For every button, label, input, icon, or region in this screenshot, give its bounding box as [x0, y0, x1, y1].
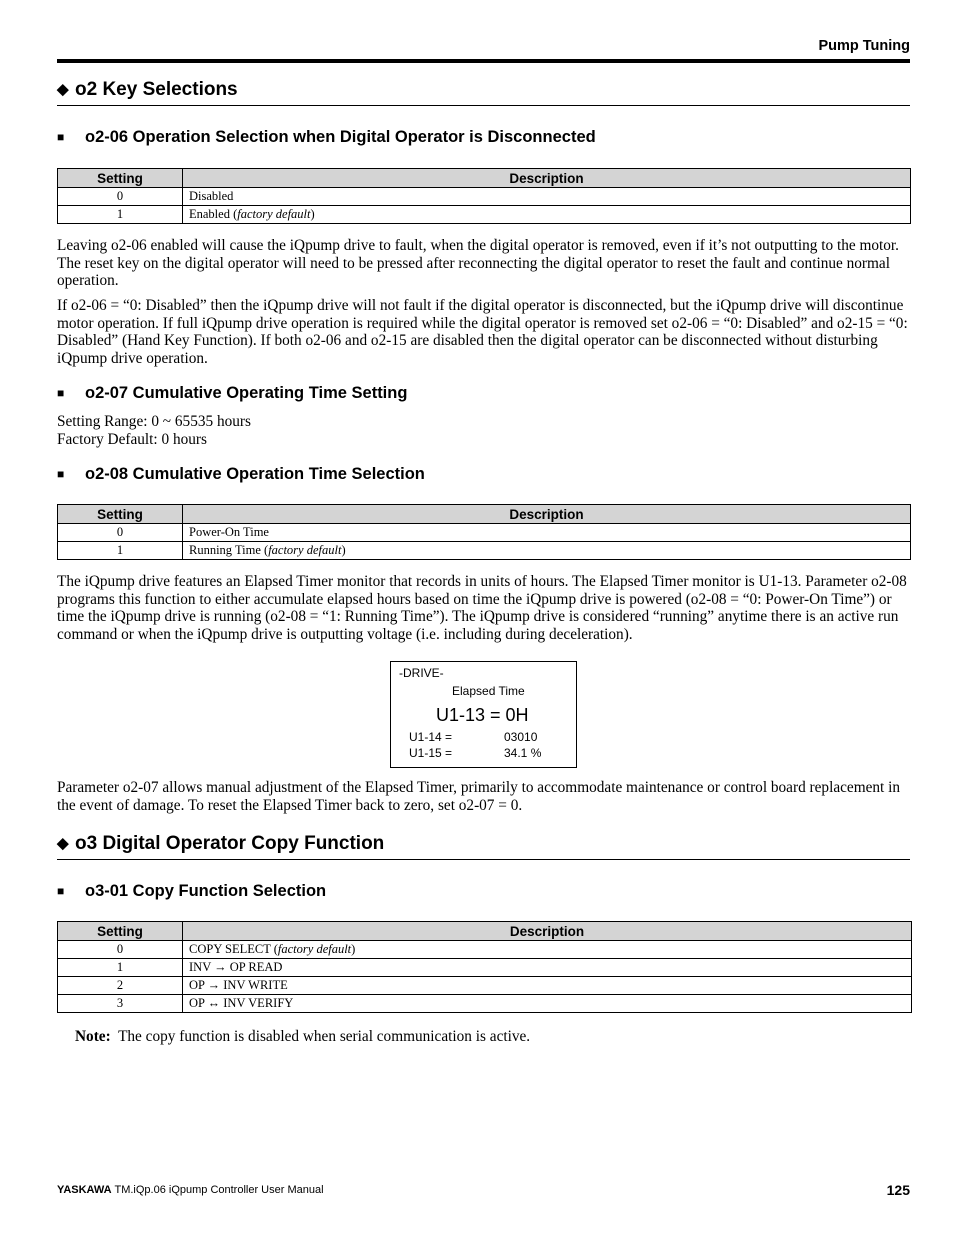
table-row — [58, 977, 912, 995]
header-rule — [57, 59, 910, 63]
section-heading-o2 — [57, 79, 238, 101]
setting-value: 1 — [58, 206, 183, 224]
square-bullet-icon: ■ — [57, 386, 65, 400]
table-row — [58, 524, 911, 542]
section-rule-o3 — [57, 859, 910, 860]
table-row — [58, 959, 912, 977]
table-row — [58, 941, 912, 959]
paragraph-o2-06-2: If o2-06 = “0: Disabled” then the iQpump drive will not fault if the digital operator is disconnected, but the iQpump drive will discontinue motor operation. If full iQpump drive operation is required while the digital operator is removed set o2-06 = “0: Disabled” and o2-15 = “0: Disabled” (Hand Key Function). If both o2-06 and o2-15 are disabled then the digital operator can be disconnected without disturbing iQpump drive operation. — [57, 297, 908, 367]
note-text: The copy function is disabled when serial communication is active. — [118, 1028, 531, 1045]
setting-value: 0 — [58, 188, 183, 206]
column-header-setting: Setting — [58, 505, 183, 524]
section-title-o3: o3 Digital Operator Copy Function — [75, 833, 385, 854]
table-header-row — [58, 505, 911, 524]
settings-table-o2-06 — [57, 168, 911, 224]
section-heading-o3 — [57, 833, 384, 855]
table-row — [58, 206, 911, 224]
subheading-o2-08 — [57, 465, 425, 484]
running-head: Pump Tuning — [818, 38, 910, 54]
diamond-bullet-icon: ◆ — [57, 835, 69, 852]
footer-manual — [57, 1184, 324, 1196]
paragraph-o2-08-1: The iQpump drive features an Elapsed Timer monitor that records in units of hours. The Elapsed Timer monitor is U1-13. Parameter o2-08 programs this function to either accumulate elapsed hours based on time the iQpump drive is powered (o2-08 = “0: Power-On Time”) or time the iQpump drive is running (o2-08 = “1: Running Time”). The iQpump drive is considered “running” anytime there is an active run command or when the iQpump drive is outputting voltage (i.e. including during deceleration). — [57, 573, 907, 643]
setting-value: 1 — [58, 959, 183, 977]
setting-value: 0 — [58, 941, 183, 959]
setting-description: Running Time (factory default) — [183, 542, 911, 560]
display-line2-value: 34.1 % — [504, 746, 542, 760]
note — [75, 1028, 895, 1046]
setting-description: OP ↔ INV VERIFY — [183, 995, 912, 1013]
section-title-o2: o2 Key Selections — [75, 79, 238, 100]
display-line2-name: U1-15 = — [409, 746, 453, 760]
setting-description: COPY SELECT (factory default) — [183, 941, 912, 959]
column-header-description: Description — [183, 505, 911, 524]
subheading-title-o2-07: o2-07 Cumulative Operating Time Setting — [85, 384, 408, 402]
subheading-title-o3-01: o3-01 Copy Function Selection — [85, 882, 327, 900]
display-line1-value: 03010 — [504, 730, 538, 744]
setting-description: Enabled (factory default) — [183, 206, 911, 224]
column-header-description: Description — [183, 169, 911, 188]
diamond-bullet-icon: ◆ — [57, 81, 69, 98]
subheading-o3-01 — [57, 882, 326, 901]
subheading-o2-06 — [57, 128, 596, 147]
display-main-value: U1-13 = 0H — [436, 705, 529, 725]
setting-description: INV → OP READ — [183, 959, 912, 977]
display-label: Elapsed Time — [452, 684, 525, 698]
setting-value: 3 — [58, 995, 183, 1013]
table-row — [58, 542, 911, 560]
subheading-o2-07 — [57, 384, 407, 403]
paragraph-o2-06-1: Leaving o2-06 enabled will cause the iQpump drive to fault, when the digital operator is removed, even if it’s not outputting to the motor. The reset key on the digital operator will need to be pressed after reconnecting the digital operator to reset the fault and continue normal operation. — [57, 237, 899, 289]
section-rule-o2 — [57, 105, 910, 106]
setting-value: 2 — [58, 977, 183, 995]
square-bullet-icon: ■ — [57, 467, 65, 481]
setting-value: 1 — [58, 542, 183, 560]
footer-brand: YASKAWA — [57, 1184, 112, 1196]
square-bullet-icon: ■ — [57, 884, 65, 898]
column-header-setting: Setting — [58, 922, 183, 941]
square-bullet-icon: ■ — [57, 130, 65, 144]
table-row — [58, 188, 911, 206]
settings-table-o2-08 — [57, 504, 911, 560]
table-header-row — [58, 169, 911, 188]
setting-description: OP → INV WRITE — [183, 977, 912, 995]
setting-value: 0 — [58, 524, 183, 542]
setting-range-block — [57, 413, 913, 448]
column-header-description: Description — [183, 922, 912, 941]
setting-range: Setting Range: 0 ~ 65535 hours — [57, 413, 251, 430]
operator-display — [390, 661, 577, 768]
note-label: Note: — [75, 1028, 111, 1045]
factory-default: Factory Default: 0 hours — [57, 430, 207, 448]
subheading-title-o2-08: o2-08 Cumulative Operation Time Selection — [85, 465, 425, 483]
paragraph-o2-08-2: Parameter o2-07 allows manual adjustment of the Elapsed Timer, primarily to accommodate maintenance or control board replacement in the event of damage. To reset the Elapsed Timer back to zero, set o2-07 = 0. — [57, 779, 901, 814]
setting-description: Power-On Time — [183, 524, 911, 542]
subheading-title-o2-06: o2-06 Operation Selection when Digital Operator is Disconnected — [85, 128, 596, 146]
column-header-setting: Setting — [58, 169, 183, 188]
footer-manual-title: TM.iQp.06 iQpump Controller User Manual — [114, 1184, 324, 1196]
table-row — [58, 995, 912, 1013]
settings-table-o3-01 — [57, 921, 912, 1013]
table-header-row — [58, 922, 912, 941]
setting-description: Disabled — [183, 188, 911, 206]
display-mode: -DRIVE- — [399, 666, 444, 680]
page-number: 125 — [886, 1182, 910, 1198]
display-line1-name: U1-14 = — [409, 730, 453, 744]
